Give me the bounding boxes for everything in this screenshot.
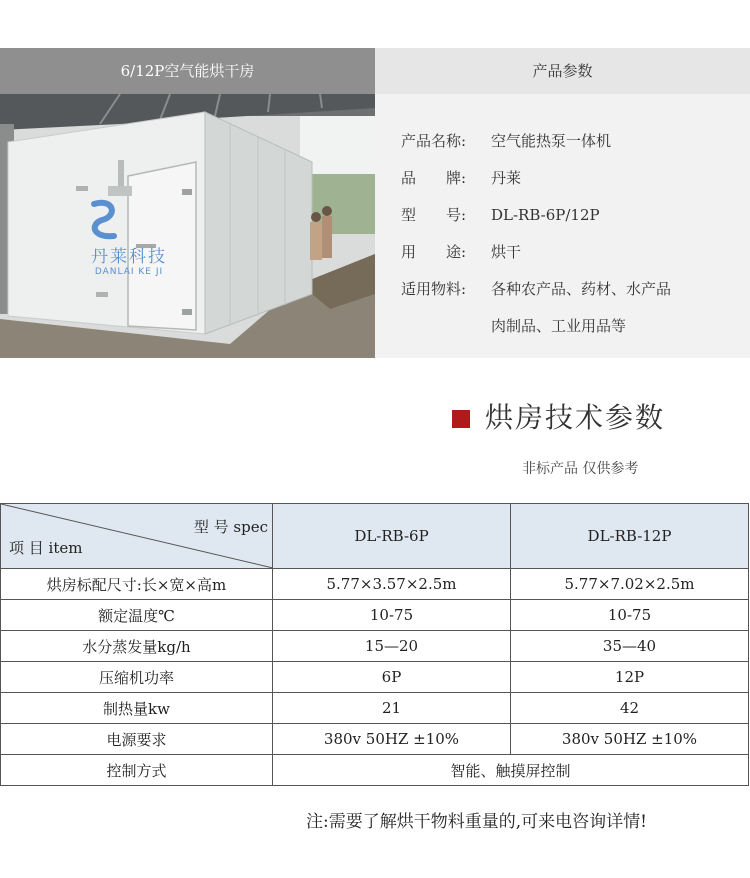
param-row [401,167,521,188]
params-panel [375,94,750,358]
param-value: 烘干 [491,243,522,261]
corner-top-label: 型 号 spec [193,518,268,536]
logo-en-text: DANLAI KE JI [94,267,164,277]
param-value: DL-RB-6P/12P [491,206,600,224]
row-value: 6P [273,662,511,693]
table-row [1,600,749,631]
row-label: 压缩机功率 [1,662,273,693]
row-value: 21 [273,693,511,724]
spec-table [0,503,749,786]
row-label: 电源要求 [1,724,273,755]
param-key: 品 牌: [401,169,467,187]
product-photo [0,94,375,358]
table-row [1,755,749,786]
red-square-icon [452,410,470,428]
row-value: 12P [511,662,749,693]
section-title-text: 烘房技术参数 [485,401,666,434]
table-row [1,631,749,662]
params-title: 产品参数 [375,48,750,94]
param-value: 肉制品、工业用品等 [491,317,627,335]
param-value: 丹莱 [491,169,522,187]
row-label: 烘房标配尺寸:长×宽×高m [1,569,273,600]
product-title: 6/12P空气能烘干房 [0,48,375,94]
param-value: 各种农产品、药材、水产品 [491,280,672,298]
header-bar [0,48,750,94]
param-key: 型 号: [401,206,467,224]
row-value: 15—20 [273,631,511,662]
company-logo [84,198,174,277]
param-value: 空气能热泵一体机 [491,132,612,150]
param-row [401,204,600,225]
row-value: 5.77×7.02×2.5m [511,569,749,600]
param-key: 适用物料: [401,280,467,298]
logo-cn-text: 丹莱科技 [91,247,167,267]
row-value: 10-75 [511,600,749,631]
row-value: 10-75 [273,600,511,631]
row-label: 制热量kw [1,693,273,724]
param-key: 产品名称: [401,132,467,150]
row-value: 35—40 [511,631,749,662]
param-key: 用 途: [401,243,467,261]
table-row [1,569,749,600]
row-value: 380v 50HZ ±10% [511,724,749,755]
model-header: DL-RB-12P [511,504,749,569]
row-label: 额定温度℃ [1,600,273,631]
param-row [401,241,521,262]
table-corner-cell [1,504,273,569]
param-row [401,130,611,151]
param-row [401,278,671,299]
footer-note: 注:需要了解烘干物料重量的,可来电咨询详情! [306,812,647,832]
row-value: 5.77×3.57×2.5m [273,569,511,600]
row-label: 水分蒸发量kg/h [1,631,273,662]
table-row [1,693,749,724]
corner-bottom-label: 项 目 item [9,539,83,557]
logo-mark-icon [84,198,124,242]
table-row [1,724,749,755]
row-value: 42 [511,693,749,724]
table-header-row [1,504,749,569]
section-subtitle: 非标产品 仅供参考 [522,461,639,477]
row-value: 智能、触摸屏控制 [273,755,749,786]
param-row [401,315,626,336]
row-value: 380v 50HZ ±10% [273,724,511,755]
row-label: 控制方式 [1,755,273,786]
table-row [1,662,749,693]
model-header: DL-RB-6P [273,504,511,569]
